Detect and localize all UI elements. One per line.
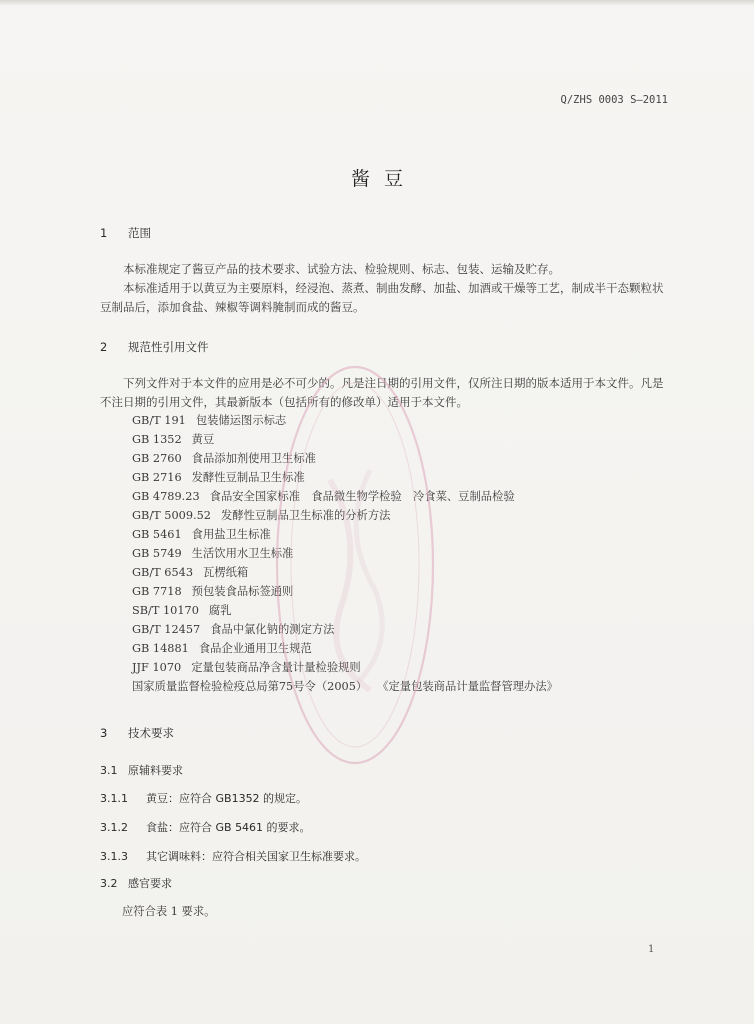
- section-number: 3: [100, 726, 108, 740]
- reference-code: GB/T 5009.52: [132, 509, 211, 522]
- reference-item: [132, 658, 652, 677]
- scan-edge: [0, 0, 754, 6]
- subsection-title: 原辅料要求: [128, 764, 183, 777]
- reference-name: 生活饮用水卫生标准: [191, 547, 294, 560]
- clause-text: 黄豆：应符合 GB1352 的规定。: [146, 792, 308, 805]
- sensory-requirement-text: 应符合表 1 要求。: [122, 905, 216, 918]
- subsection-title: 感官要求: [128, 877, 172, 890]
- reference-code: GB/T 191: [132, 414, 186, 427]
- subsection-raw-materials: [100, 762, 183, 778]
- subsection-number: 3.1: [100, 764, 118, 777]
- scope-paragraph-1: 本标准规定了酱豆产品的技术要求、试验方法、检验规则、标志、包装、运输及贮存。: [123, 262, 560, 276]
- reference-code: GB 2716: [132, 471, 182, 484]
- reference-item: [132, 639, 652, 658]
- reference-list: [132, 411, 652, 696]
- section-heading-refs: [100, 339, 209, 355]
- reference-name: 瓦楞纸箱: [203, 566, 249, 579]
- reference-code: GB 5461: [132, 528, 182, 541]
- reference-item: [132, 411, 652, 430]
- reference-code: 国家质量监督检验检疫总局第75号令（2005）: [132, 680, 368, 693]
- reference-code: GB/T 6543: [132, 566, 194, 579]
- reference-item: [132, 525, 652, 544]
- reference-name: 食品添加剂使用卫生标准: [191, 452, 316, 465]
- section-number: 2: [100, 340, 108, 354]
- scope-paragraph-2: 本标准适用于以黄豆为主要原料，经浸泡、蒸煮、制曲发酵、加盐、加酒或干燥等工艺，制成半干态颗粒状豆制品后，添加食盐、辣椒等调料腌制而成的酱豆。: [100, 281, 664, 314]
- page-number: 1: [648, 944, 655, 955]
- clause-text: 食盐：应符合 GB 5461 的要求。: [146, 821, 311, 834]
- subsection-sensory: [100, 875, 172, 891]
- reference-code: SB/T 10170: [132, 604, 199, 617]
- clause-salt: [100, 819, 311, 835]
- subsection-number: 3.2: [100, 877, 118, 890]
- clause-other-seasonings: [100, 848, 366, 864]
- reference-code: GB 1352: [132, 433, 182, 446]
- reference-item: [132, 677, 652, 696]
- reference-code: JJF 1070: [132, 661, 182, 674]
- reference-name: 黄豆: [191, 433, 215, 446]
- reference-code: GB 5749: [132, 547, 182, 560]
- reference-name: 食品安全国家标准 食品微生物学检验 冷食菜、豆制品检验: [209, 490, 515, 503]
- clause-soybean: [100, 790, 307, 806]
- section-number: 1: [100, 226, 108, 240]
- section-title: 范围: [128, 226, 151, 240]
- reference-item: [132, 430, 652, 449]
- section-heading-tech: [100, 725, 174, 741]
- reference-name: 预包装食品标签通则: [191, 585, 294, 598]
- clause-text: 其它调味料：应符合相关国家卫生标准要求。: [146, 850, 366, 863]
- clause-number: 3.1.3: [100, 850, 128, 863]
- reference-name: 发酵性豆制品卫生标准的分析方法: [220, 509, 391, 522]
- page-title: 酱豆: [350, 168, 417, 190]
- reference-name: 包装储运图示标志: [195, 414, 287, 427]
- reference-item: [132, 487, 652, 506]
- reference-item: [132, 601, 652, 620]
- reference-item: [132, 449, 652, 468]
- reference-name: 食用盐卫生标准: [191, 528, 271, 541]
- section-title: 规范性引用文件: [128, 340, 209, 354]
- reference-name: 《定量包装商品计量监督管理办法》: [377, 680, 558, 693]
- refs-intro: 下列文件对于本文件的应用是必不可少的。凡是注日期的引用文件，仅所注日期的版本适用于本文件。凡是不注日期的引用文件，其最新版本（包括所有的修改单）适用于本文件。: [100, 376, 664, 409]
- reference-code: GB/T 12457: [132, 623, 201, 636]
- clause-number: 3.1.2: [100, 821, 128, 834]
- section-title: 技术要求: [128, 726, 174, 740]
- reference-code: GB 4789.23: [132, 490, 200, 503]
- reference-name: 定量包装商品净含量计量检验规则: [191, 661, 361, 674]
- reference-name: 发酵性豆制品卫生标准: [191, 471, 305, 484]
- reference-name: 腐乳: [208, 604, 232, 617]
- reference-name: 食品企业通用卫生规范: [198, 642, 312, 655]
- reference-code: GB 7718: [132, 585, 182, 598]
- reference-item: [132, 506, 652, 525]
- clause-number: 3.1.1: [100, 792, 128, 805]
- reference-item: [132, 582, 652, 601]
- reference-item: [132, 620, 652, 639]
- document-id: Q/ZHS 0003 S—2011: [560, 94, 668, 106]
- section-heading-scope: [100, 225, 151, 241]
- reference-item: [132, 468, 652, 487]
- reference-name: 食品中氯化钠的测定方法: [210, 623, 335, 636]
- reference-item: [132, 563, 652, 582]
- reference-code: GB 14881: [132, 642, 189, 655]
- reference-code: GB 2760: [132, 452, 182, 465]
- reference-item: [132, 544, 652, 563]
